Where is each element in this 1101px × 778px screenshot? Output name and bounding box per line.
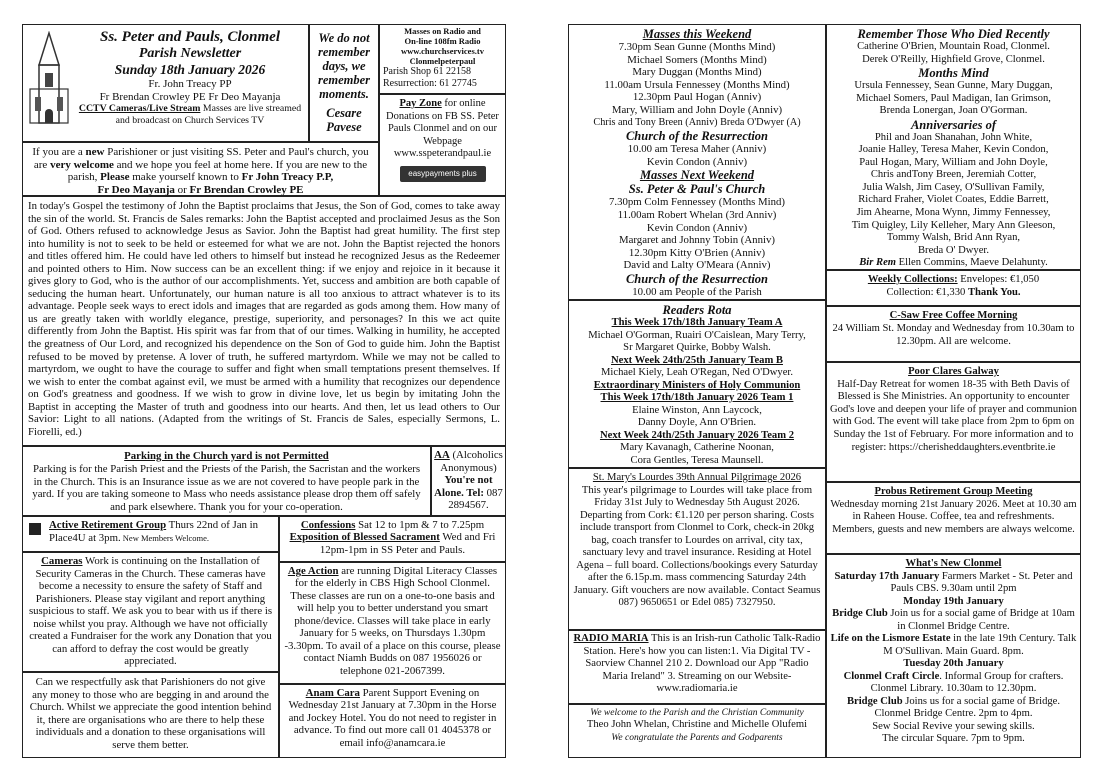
ministers-week2-title: Next Week 24th/25th January 2026 Team 2 [599, 429, 795, 441]
retirement-small: New Members Welcome. [120, 532, 210, 543]
anniversary-line: Jim Ahearne, Mona Wynn, Jimmy Fennessey, [856, 207, 1051, 219]
event-title: Bridge Club [846, 695, 903, 707]
baptism-names: Theo John Whelan, Christine and Michelle Olufemi [586, 719, 808, 730]
ministers-title: Extraordinary Ministers of Holy Communion [593, 379, 801, 391]
mass-item: Margaret and Johnny Tobin (Anniv) [619, 234, 775, 247]
mass-item: 11.00am Robert Whelan (3rd Anniv) [617, 208, 777, 221]
reader-names: Michael Kiely, Leah O'Regan, Ned O'Dwyer. [601, 367, 793, 378]
remember-line: Catherine O'Brien, Mountain Road, Clonmel. [857, 41, 1050, 52]
easypayments-badge[interactable] [400, 166, 486, 182]
aa-bold: You're not Alone. Tel: [434, 474, 493, 499]
lourdes-title: St. Mary's Lourdes 39th Annual Pilgrimage 2026 [592, 472, 802, 483]
poor-clares-box [826, 362, 1081, 482]
anniversaries-title: Anniversaries of [910, 117, 997, 132]
resurrection-phone: Resurrection: 61 27745 [383, 77, 477, 89]
exposition-label: Exposition of Blessed Sacrament [289, 531, 440, 544]
welcome-text: very welcome [50, 158, 114, 171]
event-title: Bridge Club [832, 608, 888, 619]
readers-week1-title: This Week 17th/18th January Team A [611, 317, 783, 328]
event-text: . Informal Group for crafters. Clonmel Library. 10.30am to 12.30pm. [870, 670, 1064, 694]
event-text: Join us for a social game of Bridge at 10am in Clonmel Bridge Centre. [887, 608, 1075, 632]
radio-line: Masses on Radio and [404, 26, 481, 36]
masses-this-weekend-title: Masses this Weekend [642, 27, 752, 41]
months-mind-title: Months Mind [918, 66, 989, 81]
icon-mark [29, 523, 41, 535]
newsletter-title: Ss. Peter and Pauls, Clonmel [99, 29, 281, 45]
radio-maria-label: RADIO MARIA [573, 633, 649, 644]
welcome-text: or [174, 183, 190, 196]
aa-label: AA [434, 449, 450, 461]
welcome-text: Fr John Treacy P.P, [241, 171, 334, 184]
lourdes-text: This year's pilgrimage to Lourdes will take place from Friday 31st July to Wednesday 5th August 2026. Departing from Cork: €1.120 per person sharing. Costs include transport from Clonmel to Cork, check-in 20kg bag, coach transfer to Lourdes on arrival, city tax, sanctuary levy and travel insurance. Residing at Hotel Agena – full board. Collections/bookings every Saturday after the 6.15p.m. mass commencing Saturday 24th January. Gift vouchers are now available. Contact Seamus 087) 9650651 or Edel 085) 7327950. [573, 484, 821, 608]
next-resurrection-title: Church of the Resurrection [625, 271, 769, 286]
age-action-label: Age Action [287, 565, 339, 577]
retirement-box [22, 516, 279, 552]
minister-names: Cora Gentles, Teresa Maunsell. [630, 454, 764, 466]
bir-rem-label: Bir Rem [859, 257, 897, 269]
mass-item: 12.30pm Paul Hogan (Anniv) [632, 91, 762, 104]
probus-title: Probus Retirement Group Meeting [874, 486, 1033, 497]
poor-clares-title: Poor Clares Galway [908, 366, 999, 377]
mass-item: Mary Duggan (Months Mind) [632, 66, 762, 79]
mass-item: Kevin Condon (Anniv) [646, 155, 748, 168]
aa-box [431, 446, 506, 516]
quote-line: moments. [319, 87, 369, 101]
anniversary-line: Tim Quigley, Lily Kelleher, Mary Ann Gleeson, [851, 219, 1056, 231]
welcome-text: Fr Deo Mayanja [97, 183, 175, 196]
bir-rem-text: Ellen Commins, Maeve Delahunty. [896, 257, 1048, 269]
event-text: The circular Square. 7pm to 9pm. [882, 733, 1025, 744]
minister-names: Elaine Winston, Ann Laycock, [632, 404, 762, 416]
anam-cara-box [279, 684, 506, 758]
resurrection-title: Church of the Resurrection [625, 129, 769, 144]
age-action-box [279, 562, 506, 684]
payzone-url[interactable]: www.sspeterandpaul.ie [393, 148, 492, 159]
priests: Fr Brendan Crowley PE Fr Deo Mayanja [99, 90, 281, 103]
welcome-text: new [85, 146, 105, 158]
church-icon [27, 31, 71, 131]
months-mind-line: Ursula Fennessey, Sean Gunne, Mary Duggan, [854, 80, 1053, 92]
header-box [22, 24, 309, 142]
cameras-text: Work is continuing on the Installation of Security Cameras in the Church. These cameras have become a necessity to ensure the safety of Staff and Parishioners. Please stay vigilant and report anything suspicious to staff. We ask you to bear with us if there is noise whilst you pray. Although we have not officially created a Fundraiser for the work any Donation that you can afford to defray the cost would be greatly appreciated. [28, 555, 273, 667]
parking-title: Parking in the Church yard is not Permitted [124, 450, 329, 462]
remember-title: Remember Those Who Died Recently [857, 27, 1050, 41]
radio-line: www.churchservices.tv [401, 46, 484, 56]
event-day: Saturday 17th January [834, 570, 940, 582]
confessions-label: Confessions [300, 519, 356, 531]
radio-line: Clonmelpeterpaul [409, 56, 476, 66]
cameras-label: Cameras [41, 555, 83, 567]
mass-item: 12.30pm Kitty O'Brien (Anniv) [628, 246, 766, 259]
welcome-text: Parishioner or just visiting SS. Peter and Paul's church, you are [33, 146, 369, 171]
months-mind-line: Brenda Lonergan, Joan O'Gorman. [879, 105, 1028, 117]
mass-item: 10.00 am People of the Parish [632, 285, 762, 298]
mass-item: 10.00 am Teresa Maher (Anniv) [627, 143, 767, 156]
baptism-welcome: We welcome to the Parish and the Christian Community [590, 708, 804, 718]
event-day: Monday 19th January [903, 595, 1004, 607]
event-day: Tuesday 20th January [903, 658, 1004, 669]
quote-line: days, we [322, 59, 366, 73]
retirement-label: Active Retirement Group [49, 519, 167, 531]
mass-item: Michael Somers (Months Mind) [627, 53, 767, 66]
radio-line: On-line 108fm Radio [404, 36, 481, 46]
retirement-text: Thurs 22nd of Jan in Place4U at 3pm. [49, 519, 259, 544]
radio-maria-text: This is an Irish-run Catholic Talk-Radio Station. Here's how you can listen:1. Via Digital TV - Saorview Channel 210 2. Download our App "Radio Maria Ireland" 3. Streaming on our Website- www.radiomaria.ie [583, 633, 821, 694]
welcome-text: and we hope you feel at home here. If you are new to the parish, [67, 158, 368, 184]
coffee-title: C-Saw Free Coffee Morning [889, 310, 1018, 321]
readers-box [568, 300, 826, 468]
mass-item: 11.00am Ursula Fennessey (Months Mind) [604, 78, 790, 91]
collections-amount: Collection: €1,330 [886, 286, 968, 298]
baptism-box [568, 704, 826, 758]
gospel-text: In today's Gospel the testimony of John the Baptist proclaims that Jesus, the Son of God, comes to take away the sin of the world. St. Francis de Sales remarks: John the Baptist accepted and proclaimed Jesus as the Son of God. Others refused to acknowledge Jesus as Savior. John the Baptist had great humility. The first step into humility is not to seek to be held or esteemed for what we are not. John the Baptist rejected the honors and titles offered him. He could have led others to himself but instead he recognized Jesus as the Redeemer and pointed others to Him. Now success can be an excellent thing: if we enjoy and rejoice in it because it gives glory to God, who is the author of our accomplishments. Yet, success and ambition are both capable of seducing the human heart. Unfortunately, our human nature is all too anxious to attract whatever is to its advantage. People seek ways to erect idols and images that are regarded as gods among them. How many of us are greatly taken with worldly elegance, prestige, superiority, and personages? In this we act quite differently from John the Baptist. His spirit was far from that of our times. Walking in humility, he accepted the greatness of Our Lord, and recognized his dependence on the Son of God to guide him. John the Baptist refused to be moved by pretense. A lover of truth, he suffered martyrdom. While we may not be called to martyrdom, we ought to have the courage to suffer and fight when small temptations present themselves. If we wish to enter the combat against evil, we must be armed with a humility that recognizes our dependence on God's greatness and goodness. If we wish to grow in divine love, let us begin by imitating John the Baptist in accepting the Master of truth and goodness into our hearts. And then, let us lead others to Our Savior: Light to all nations. (Adapted from the writings of St. Francis de Sales, especially Sermons, L. Fiorelli, ed.) [28, 200, 500, 438]
cctv-text: Masses are live streamed and broadcast on Church Services TV [115, 103, 302, 126]
reader-names: Sr Margaret Quirke, Bobby Walsh. [623, 342, 771, 353]
masses-next-weekend-title: Masses Next Weekend [639, 168, 755, 183]
anniversary-line: Paul Hogan, Mary, William and John Doyle, [859, 156, 1048, 168]
poor-clares-text: Half-Day Retreat for women 18-35 with Beth Davis of Blessed is She Ministries. An opportunity to encounter God's love and deepen your life of prayer and communion with God. The event will take place from 2pm to 6pm on Sunday the 1st of February. For more information and to register: https://cherisheddaughters.eventbrite.ie [830, 378, 1077, 453]
mass-item: David and Lalty O'Meara (Anniv) [623, 259, 771, 272]
newsletter-date: Sunday 18th January 2026 [114, 62, 266, 77]
probus-text: Wednesday morning 21st January 2026. Meet at 10.30 am in Raheen House. Coffee, tea and refreshments. Members, guests and new members are always welcome. [830, 498, 1077, 535]
probus-box [826, 482, 1081, 554]
anniversary-line: Joanie Halley, Teresa Maher, Kevin Condon, [858, 144, 1049, 156]
readers-week2-title: Next Week 24th/25th January Team B [611, 354, 783, 366]
mass-item: Kevin Condon (Anniv) [646, 221, 748, 234]
coffee-text: 24 William St. Monday and Wednesday from 10.30am to 12.30pm. All are welcome. [832, 322, 1075, 347]
minister-names: Danny Doyle, Ann O'Brien. [637, 417, 757, 428]
next-church-title: Ss. Peter & Paul's Church [628, 182, 766, 197]
welcome-text: Fr Brendan Crowley PE [189, 183, 304, 196]
exposition-text: Wed and Fri 12pm-1pm in SS Peter and Pauls. [319, 531, 496, 556]
reader-names: Michael O'Gorman, Ruairi O'Caislean, Mary Terry, [588, 329, 806, 341]
newsletter-subtitle: Parish Newsletter [138, 46, 242, 61]
event-text: Sew Social Revive your sewing skills. [872, 720, 1035, 732]
lourdes-box [568, 468, 826, 630]
anniversary-line: Phil and Joan Shanahan, John White, [874, 131, 1033, 143]
event-title: Clonmel Craft Circle [843, 670, 940, 682]
mass-item: Chris and Tony Breen (Anniv) Breda O'Dwyer (A) [593, 116, 801, 128]
event-text: Joins us for a social game of Bridge. Clonmel Bridge Centre. 2pm to 4pm. [874, 695, 1061, 719]
mass-item: 7.30pm Colm Fennessey (Months Mind) [608, 196, 786, 209]
parking-box [22, 446, 431, 516]
gospel-box [22, 196, 506, 446]
masses-box [568, 24, 826, 300]
radio-maria-box [568, 630, 826, 704]
confessions-text: Sat 12 to 1pm & 7 to 7.25pm [355, 519, 485, 531]
welcome-text: Please [100, 171, 130, 184]
welcome-text: make yourself known to [129, 171, 242, 184]
welcome-text: If you are a [32, 146, 86, 158]
quote-line: We do not [318, 31, 370, 45]
age-action-text: are running Digital Literacy Classes for the elderly in CBS High School Clonmel. These classes are run on a one-to-one basis and will help you to better understand you smart phone/device. Classes will take place in early January for 5 weeks, on Thursdays 1.30pm -3.30pm. To avail of a place on this course, please contact Niamh Budds on 087 1956026 or telephone 021-2067399. [284, 565, 501, 677]
radio-box [379, 24, 506, 94]
anniversary-line: Chris andTony Breen, Jeremiah Cotter, [870, 169, 1037, 181]
mass-item: 7.30pm Sean Gunne (Months Mind) [618, 41, 776, 53]
readers-title: Readers Rota [662, 303, 732, 317]
months-mind-line: Michael Somers, Paul Madigan, Ian Grimson, [856, 92, 1051, 104]
baptism-congrats: We congratulate the Parents and Godparents [611, 732, 783, 743]
begging-text: Can we respectfully ask that Parishioners do not give any money to those who are begging in and around the Church. Whilst we appreciate the good intention behind it, there are organisations who are there to help these individuals and a donation to these organisations will serve them better. [29, 676, 272, 751]
anniversary-line: Tommy Walsh, Brid Ann Ryan, [886, 232, 1021, 244]
collections-label: Weekly Collections: [867, 274, 958, 285]
mass-item: Mary, William and John Doyle (Anniv) [611, 103, 783, 116]
anniversary-line: Julia Walsh, Jim Casey, O'Sullivan Family, [862, 181, 1045, 193]
quote-line: remember [317, 73, 371, 87]
remember-box [826, 24, 1081, 270]
minister-names: Mary Kavanagh, Catherine Noonan, [620, 442, 774, 453]
confessions-box [279, 516, 506, 562]
anam-cara-label: Anam Cara [305, 687, 360, 699]
quote-line: remember [317, 45, 371, 59]
anniversary-line: Richard Fraher, Violet Coates, Eddie Barrett, [858, 194, 1049, 206]
collections-box [826, 270, 1081, 306]
begging-box [22, 672, 279, 758]
aa-text: (Alcoholics Anonymous) [440, 449, 503, 474]
payzone-label: Pay Zone [399, 98, 442, 109]
parish-shop-phone: Parish Shop 61 22158 [383, 66, 472, 77]
anniversary-line: Breda O' Dwyer. [917, 244, 990, 256]
quote-author: Cesare [326, 106, 362, 120]
welcome-box [22, 142, 379, 196]
quote-author: Pavese [326, 120, 362, 134]
event-text: Farmers Market - St. Peter and Pauls CBS. 9.30am until 2pm [890, 570, 1073, 594]
collections-thanks: Thank You. [967, 286, 1021, 298]
aa-phone: 087 2894567. [448, 486, 503, 511]
collections-envelopes: Envelopes: €1,050 [957, 274, 1040, 285]
parking-text: Parking is for the Parish Priest and the Priests of the Parish, the Sacristan and the workers in the Church. This is an Insurance issue as we are not covered to have people park in the yard. If you are taking someone to Mass who needs assistance please drop them off safely and park elsewhere. Thank you for your co-operation. [32, 463, 421, 513]
cctv-label: CCTV Cameras/Live Stream [78, 103, 201, 115]
parish-priest: Fr. John Treacy PP [148, 78, 232, 90]
badge-text: easypayments plus [408, 168, 477, 178]
remember-line: Derek O'Reilly, Highfield Grove, Clonmel. [862, 53, 1045, 65]
cameras-box [22, 552, 279, 672]
ministers-week1-title: This Week 17th/18th January 2026 Team 1 [600, 392, 794, 403]
payzone-box [379, 94, 506, 196]
event-text: in the late 19th Century. Talk M O'Sullivan. Main Guard. 8pm. [883, 633, 1077, 657]
whats-new-box [826, 554, 1081, 758]
anam-cara-text: Parent Support Evening on Wednesday 21st January at 7.30pm in the Horse and Jockey Hotel. You do not need to register in advance. To find out more call 01 4045378 or email info@anamcara.ie [288, 687, 497, 749]
whats-new-title: What's New Clonmel [905, 558, 1002, 569]
payzone-text: for online Donations on FB SS. Peter Pauls Clonmel and on our Webpage [386, 98, 499, 147]
coffee-box [826, 306, 1081, 362]
quote-box [309, 24, 379, 142]
event-title: Life on the Lismore Estate [830, 633, 951, 644]
